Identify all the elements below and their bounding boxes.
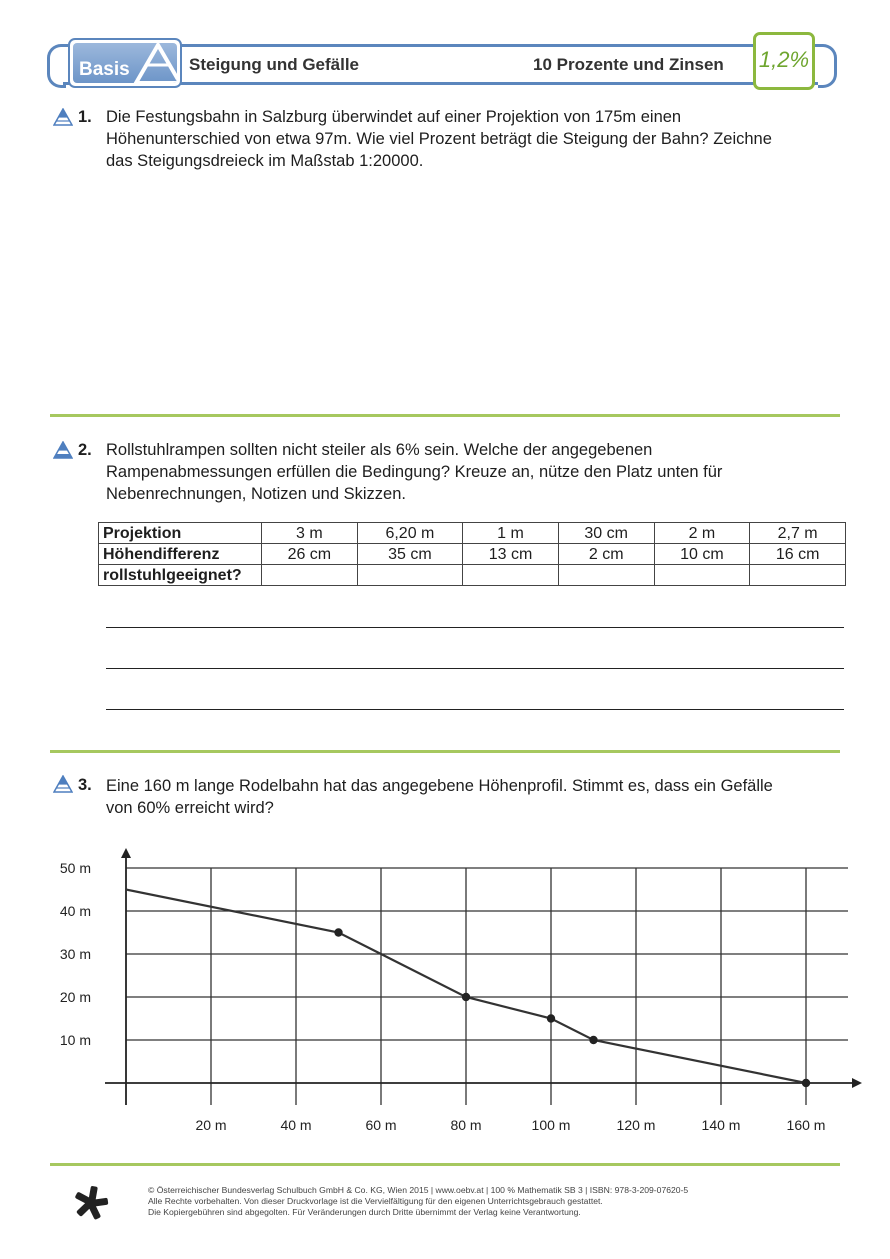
row-label-rollstuhlgeeignet: rollstuhlgeeignet? bbox=[99, 565, 262, 586]
table-cell: 2 m bbox=[654, 523, 750, 544]
checkbox-cell[interactable] bbox=[654, 565, 750, 586]
profile-point bbox=[462, 993, 470, 1001]
footer-line: © Österreichischer Bundesverlag Schulbuch GmbH & Co. KG, Wien 2015 | www.oebv.at | 100 % Mathematik SB 3 | ISBN: 978-3-209-07620-5 bbox=[148, 1185, 689, 1195]
y-tick-label: 10 m bbox=[59, 1032, 91, 1048]
task-1-line: Höhenunterschied von etwa 97m. Wie viel Prozent beträgt die Steigung der Bahn? Zeichne bbox=[106, 130, 772, 148]
topic-title: Steigung und Gefälle bbox=[189, 55, 360, 74]
footer-line: Die Kopiergebühren sind abgegolten. Für Veränderungen durch Dritte übernimmt der Verlag keine Verantwortung. bbox=[148, 1207, 581, 1217]
checkbox-cell[interactable] bbox=[262, 565, 358, 586]
checkbox-cell[interactable] bbox=[357, 565, 462, 586]
table-row bbox=[99, 544, 846, 565]
task-2-number: 2. bbox=[78, 441, 92, 459]
task-1-line: das Steigungsdreieck im Maßstab 1:20000. bbox=[106, 152, 424, 170]
x-tick-label: 60 m bbox=[365, 1117, 397, 1133]
task-3-text bbox=[106, 775, 773, 819]
task-3-line: Eine 160 m lange Rodelbahn hat das angegebene Höhenprofil. Stimmt es, dass ein Gefälle bbox=[106, 777, 773, 795]
table-cell: 6,20 m bbox=[357, 523, 462, 544]
task-2-text bbox=[106, 439, 722, 505]
x-tick-label: 80 m bbox=[450, 1117, 482, 1133]
task-3-number: 3. bbox=[78, 776, 92, 794]
y-axis-arrow bbox=[121, 848, 131, 858]
level-triangle-icon bbox=[53, 441, 73, 459]
level-triangle-icon bbox=[53, 775, 73, 793]
answer-line[interactable] bbox=[106, 668, 844, 669]
profile-point bbox=[547, 1014, 555, 1022]
header-bracket-right bbox=[818, 44, 837, 88]
task-2-line: Rampenabmessungen erfüllen die Bedingung? Kreuze an, nütze den Platz unten für bbox=[106, 463, 723, 481]
task-1-number: 1. bbox=[78, 108, 92, 126]
row-label-hoehendifferenz: Höhendifferenz bbox=[99, 544, 262, 565]
handwritten-answer: 1,2% bbox=[758, 47, 810, 72]
section-divider bbox=[50, 750, 840, 753]
chapter-title: 10 Prozente und Zinsen bbox=[533, 55, 724, 74]
publisher-logo-icon bbox=[72, 1184, 110, 1222]
row-label-projektion: Projektion bbox=[99, 523, 262, 544]
table-cell: 16 cm bbox=[750, 544, 846, 565]
table-cell: 26 cm bbox=[262, 544, 358, 565]
profile-point bbox=[589, 1036, 597, 1044]
x-tick-label: 20 m bbox=[195, 1117, 227, 1133]
profile-point bbox=[802, 1079, 810, 1087]
task-2-line: Rollstuhlrampen sollten nicht steiler als 6% sein. Welche der angegebenen bbox=[106, 441, 653, 459]
answer-stamp bbox=[753, 32, 815, 90]
checkbox-cell[interactable] bbox=[558, 565, 654, 586]
task-2-line: Nebenrechnungen, Notizen und Skizzen. bbox=[106, 485, 406, 503]
x-tick-label: 120 m bbox=[616, 1117, 656, 1133]
y-tick-label: 30 m bbox=[59, 946, 91, 962]
table-row bbox=[99, 565, 846, 586]
footer-line: Alle Rechte vorbehalten. Von dieser Druckvorlage ist die Vervielfältigung für den eigenen Unterrichtsgebrauch gestattet. bbox=[148, 1196, 603, 1206]
section-divider bbox=[50, 414, 840, 417]
task-1-line: Die Festungsbahn in Salzburg überwindet auf einer Projektion von 175m einen bbox=[106, 108, 682, 126]
section-divider bbox=[50, 1163, 840, 1166]
y-tick-label: 20 m bbox=[59, 989, 91, 1005]
ramp-table bbox=[98, 522, 846, 586]
basis-badge bbox=[68, 38, 182, 88]
x-tick-label: 140 m bbox=[701, 1117, 741, 1133]
pyramid-logo-icon bbox=[133, 43, 177, 83]
table-cell: 10 cm bbox=[654, 544, 750, 565]
y-tick-label: 50 m bbox=[59, 860, 91, 876]
task-1-text bbox=[106, 106, 772, 172]
level-triangle-icon bbox=[53, 108, 73, 126]
table-cell: 2,7 m bbox=[750, 523, 846, 544]
table-cell: 1 m bbox=[463, 523, 559, 544]
answer-line[interactable] bbox=[106, 709, 844, 710]
table-cell: 35 cm bbox=[357, 544, 462, 565]
basis-label: Basis bbox=[79, 59, 130, 80]
checkbox-cell[interactable] bbox=[463, 565, 559, 586]
checkbox-cell[interactable] bbox=[750, 565, 846, 586]
table-row bbox=[99, 523, 846, 544]
x-tick-label: 100 m bbox=[531, 1117, 571, 1133]
table-cell: 30 cm bbox=[558, 523, 654, 544]
table-cell: 13 cm bbox=[463, 544, 559, 565]
height-profile-chart bbox=[0, 830, 890, 1150]
table-cell: 3 m bbox=[262, 523, 358, 544]
x-axis-arrow bbox=[852, 1078, 862, 1088]
answer-line[interactable] bbox=[106, 627, 844, 628]
x-tick-label: 40 m bbox=[280, 1117, 312, 1133]
x-tick-label: 160 m bbox=[786, 1117, 826, 1133]
y-tick-label: 40 m bbox=[59, 903, 91, 919]
task-3-line: von 60% erreicht wird? bbox=[106, 799, 274, 817]
profile-point bbox=[334, 928, 342, 936]
table-cell: 2 cm bbox=[558, 544, 654, 565]
footer-copyright bbox=[148, 1185, 688, 1218]
